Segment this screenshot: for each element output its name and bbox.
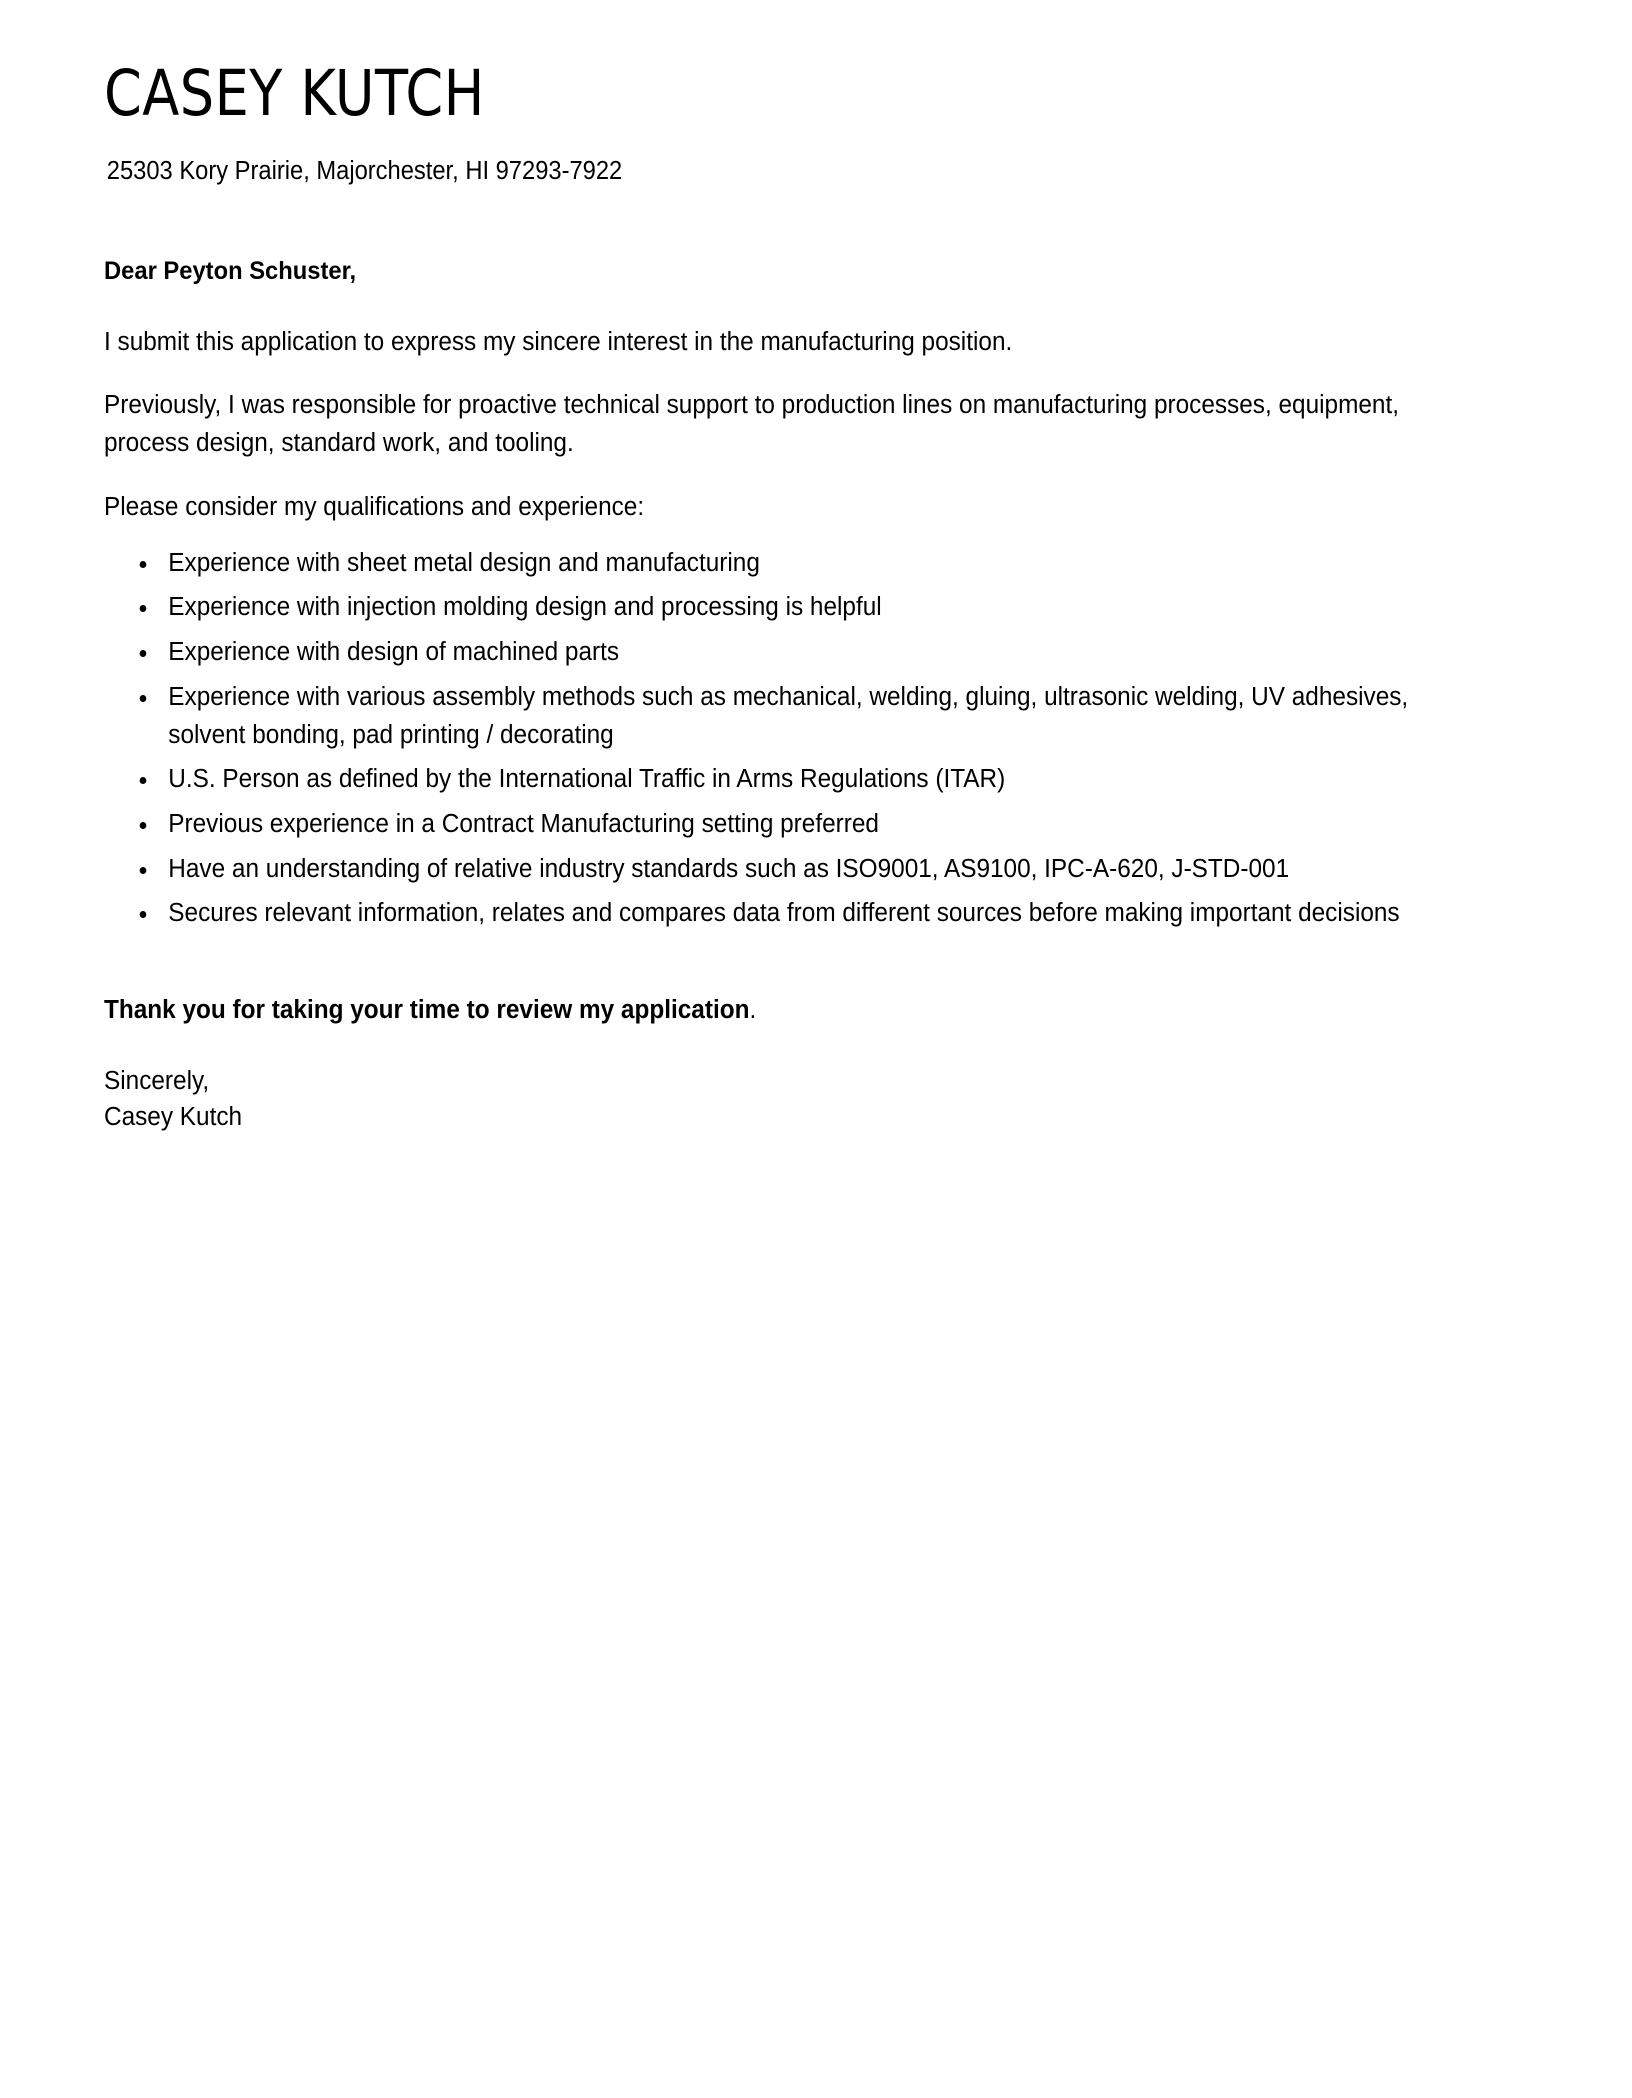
list-item: Experience with various assembly methods such as mechanical, welding, gluing, ultrasonic welding, UV adhesives, solvent bonding, pad printing / decorating: [132, 679, 1438, 761]
thank-you-period: .: [749, 996, 757, 1025]
salutation: Dear Peyton Schuster,: [104, 257, 357, 286]
list-item: Secures relevant information, relates and compares data from different sources before making important decisions: [132, 895, 1438, 940]
list-item: Experience with sheet metal design and manufacturing: [132, 545, 1438, 590]
closing-block: [104, 940, 1508, 1135]
list-item: U.S. Person as defined by the International Traffic in Arms Regulations (ITAR): [132, 761, 1438, 806]
list-item: Experience with design of machined parts: [132, 634, 1438, 679]
list-item: Experience with injection molding design and processing is helpful: [132, 589, 1438, 634]
signature-name: Casey Kutch: [104, 1103, 243, 1132]
letter-body: [104, 188, 1508, 1135]
thank-you-text: Thank you for taking your time to review my application: [104, 996, 750, 1025]
signoff-text: Sincerely,: [104, 1067, 210, 1096]
thank-you-line: [104, 992, 1445, 1063]
paragraph-experience: Previously, I was responsible for proactive technical support to production lines on manufacturing processes, equipment, process design, standard work, and tooling.: [104, 391, 1399, 458]
letter-content: [104, 0, 1508, 1136]
page-title: CASEY KUTCH: [104, 57, 485, 130]
qualifications-intro: Please consider my qualifications and experience:: [104, 492, 645, 521]
list-item: Have an understanding of relative industry standards such as ISO9001, AS9100, IPC-A-620, J-STD-001: [132, 851, 1438, 896]
signature-block: [104, 1063, 1445, 1135]
applicant-address: 25303 Kory Prairie, Majorchester, HI 97293-7922: [106, 157, 623, 185]
qualifications-list: [104, 545, 1508, 941]
list-item: Previous experience in a Contract Manufacturing setting preferred: [132, 806, 1438, 851]
paragraph-intro: I submit this application to express my sincere interest in the manufacturing position.: [104, 327, 1013, 356]
